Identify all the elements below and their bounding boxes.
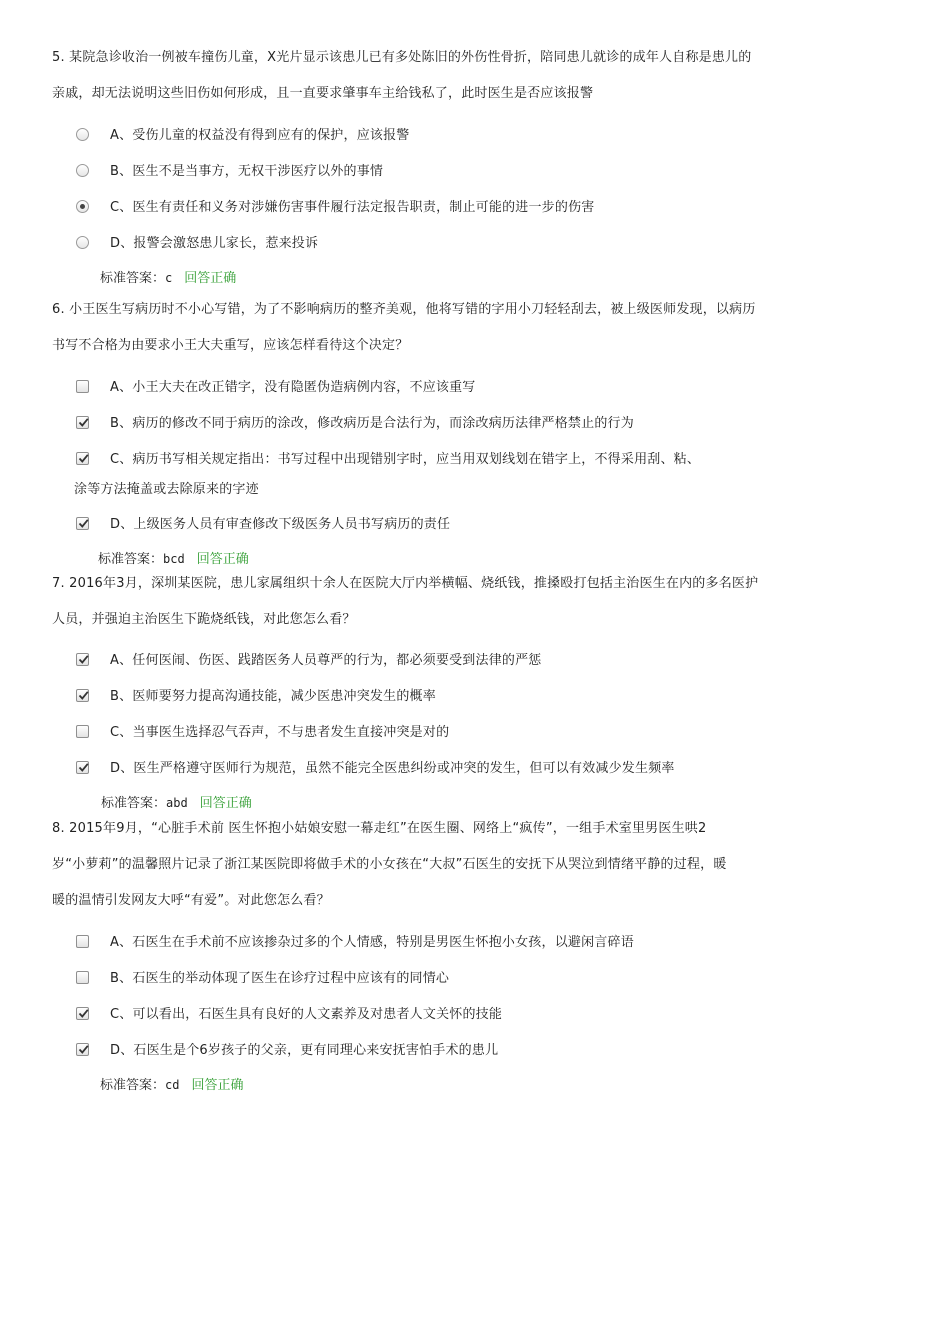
option-label: C、医生有责任和义务对涉嫌伤害事件履行法定报告职责，制止可能的进一步的伤害 [110, 200, 595, 215]
question-text: 岁“小萝莉”的温馨照片记录了浙江某医院即将做手术的小女孩在“大叔”石医生的安抚下从哭泣到情绪平静的过程，暖 [52, 857, 727, 872]
option-c[interactable] [76, 198, 896, 220]
answer-status: 回答正确 [199, 796, 252, 811]
check-icon [78, 518, 89, 529]
question-text: 亲戚，却无法说明这些旧伤如何形成，且一直要求肇事车主给钱私了，此时医生是否应该报警 [52, 86, 594, 101]
check-icon [78, 654, 89, 665]
answer-label: 标准答案： [98, 552, 164, 567]
question-text: 8. 2015年9月，“心脏手术前 医生怀抱小姑娘安慰一幕走红”在医生圈、网络上“疯传”，一组手术室里男医生哄2 [52, 821, 707, 836]
answer-label: 标准答案： [100, 1078, 166, 1093]
radio-button[interactable] [76, 164, 89, 177]
option-d[interactable] [76, 234, 896, 256]
option-a[interactable] [76, 126, 896, 148]
option-c[interactable] [76, 450, 896, 502]
option-label: C、可以看出，石医生具有良好的人文素养及对患者人文关怀的技能 [110, 1007, 503, 1022]
option-d[interactable] [76, 759, 896, 781]
option-label: D、石医生是个6岁孩子的父亲，更有同理心来安抚害怕手术的患儿 [110, 1043, 499, 1058]
option-label: C、病历书写相关规定指出：书写过程中出现错别字时，应当用双划线划在错字上，不得采用刮、粘、 [110, 452, 701, 467]
option-label: A、石医生在手术前不应该掺杂过多的个人情感，特别是男医生怀抱小女孩，以避闲言碎语 [110, 935, 634, 950]
checkbox-checked[interactable] [76, 1007, 89, 1020]
checkbox-checked[interactable] [76, 653, 89, 666]
option-label: D、上级医务人员有审查修改下级医务人员书写病历的责任 [110, 517, 451, 532]
option-a[interactable] [76, 651, 896, 673]
standard-answer [101, 793, 252, 813]
option-b[interactable] [76, 414, 896, 436]
standard-answer [98, 549, 249, 569]
option-a[interactable] [76, 378, 896, 400]
check-icon [78, 762, 89, 773]
checkbox[interactable] [76, 725, 89, 738]
option-label: B、石医生的举动体现了医生在诊疗过程中应该有的同情心 [110, 971, 450, 986]
question-text: 暖的温情引发网友大呼“有爱”。对此您怎么看？ [52, 893, 330, 908]
option-a[interactable] [76, 933, 896, 955]
standard-answer [100, 1075, 243, 1095]
answer-status: 回答正确 [191, 1078, 244, 1093]
question-text: 5. 某院急诊收治一例被车撞伤儿童，X光片显示该患儿已有多处陈旧的外伤性骨折，陪同患儿就诊的成年人自称是患儿的 [52, 50, 752, 65]
answer-label: 标准答案： [100, 271, 166, 286]
option-label: D、报警会激怒患儿家长，惹来投诉 [110, 236, 319, 251]
option-b[interactable] [76, 687, 896, 709]
checkbox[interactable] [76, 971, 89, 984]
option-label: B、病历的修改不同于病历的涂改，修改病历是合法行为，而涂改病历法律严格禁止的行为 [110, 416, 634, 431]
checkbox-checked[interactable] [76, 452, 89, 465]
option-c[interactable] [76, 1005, 896, 1027]
checkbox-checked[interactable] [76, 1043, 89, 1056]
check-icon [78, 1044, 89, 1055]
option-label: A、受伤儿童的权益没有得到应有的保护，应该报警 [110, 128, 410, 143]
option-label: A、任何医闹、伤医、践踏医务人员尊严的行为，都必须要受到法律的严惩 [110, 653, 542, 668]
option-label: A、小王大夫在改正错字，没有隐匿伪造病例内容，不应该重写 [110, 380, 476, 395]
checkbox-checked[interactable] [76, 761, 89, 774]
check-icon [78, 690, 89, 701]
checkbox-checked[interactable] [76, 517, 89, 530]
option-label-continuation: 涂等方法掩盖或去除原来的字迹 [74, 482, 259, 497]
check-icon [78, 453, 89, 464]
option-d[interactable] [76, 515, 896, 537]
radio-button-selected[interactable] [76, 200, 89, 213]
answer-value: abd [166, 796, 188, 810]
checkbox-checked[interactable] [76, 689, 89, 702]
answer-status: 回答正确 [184, 271, 237, 286]
option-label: B、医生不是当事方，无权干涉医疗以外的事情 [110, 164, 384, 179]
check-icon [78, 1008, 89, 1019]
question-text: 人员，并强迫主治医生下跪烧纸钱，对此您怎么看？ [52, 612, 356, 627]
checkbox[interactable] [76, 935, 89, 948]
radio-button[interactable] [76, 236, 89, 249]
option-d[interactable] [76, 1041, 896, 1063]
question-text: 7. 2016年3月，深圳某医院，患儿家属组织十余人在医院大厅内举横幅、烧纸钱，推搡殴打包括主治医生在内的多名医护 [52, 576, 759, 591]
option-label: B、医师要努力提高沟通技能，减少医患冲突发生的概率 [110, 689, 436, 704]
answer-value: bcd [163, 552, 185, 566]
question-text: 6. 小王医生写病历时不小心写错，为了不影响病历的整齐美观，他将写错的字用小刀轻轻刮去，被上级医师发现，以病历 [52, 302, 756, 317]
option-c[interactable] [76, 723, 896, 745]
checkbox[interactable] [76, 380, 89, 393]
answer-status: 回答正确 [196, 552, 249, 567]
answer-value: c [165, 271, 173, 285]
answer-label: 标准答案： [101, 796, 167, 811]
option-b[interactable] [76, 969, 896, 991]
question-text: 书写不合格为由要求小王大夫重写，应该怎样看待这个决定？ [52, 338, 409, 353]
standard-answer [100, 268, 236, 288]
check-icon [78, 417, 89, 428]
checkbox-checked[interactable] [76, 416, 89, 429]
option-label: D、医生严格遵守医师行为规范，虽然不能完全医患纠纷或冲突的发生，但可以有效减少发生频率 [110, 761, 675, 776]
answer-value: cd [165, 1078, 180, 1092]
radio-button[interactable] [76, 128, 89, 141]
option-label: C、当事医生选择忍气吞声，不与患者发生直接冲突是对的 [110, 725, 450, 740]
option-b[interactable] [76, 162, 896, 184]
